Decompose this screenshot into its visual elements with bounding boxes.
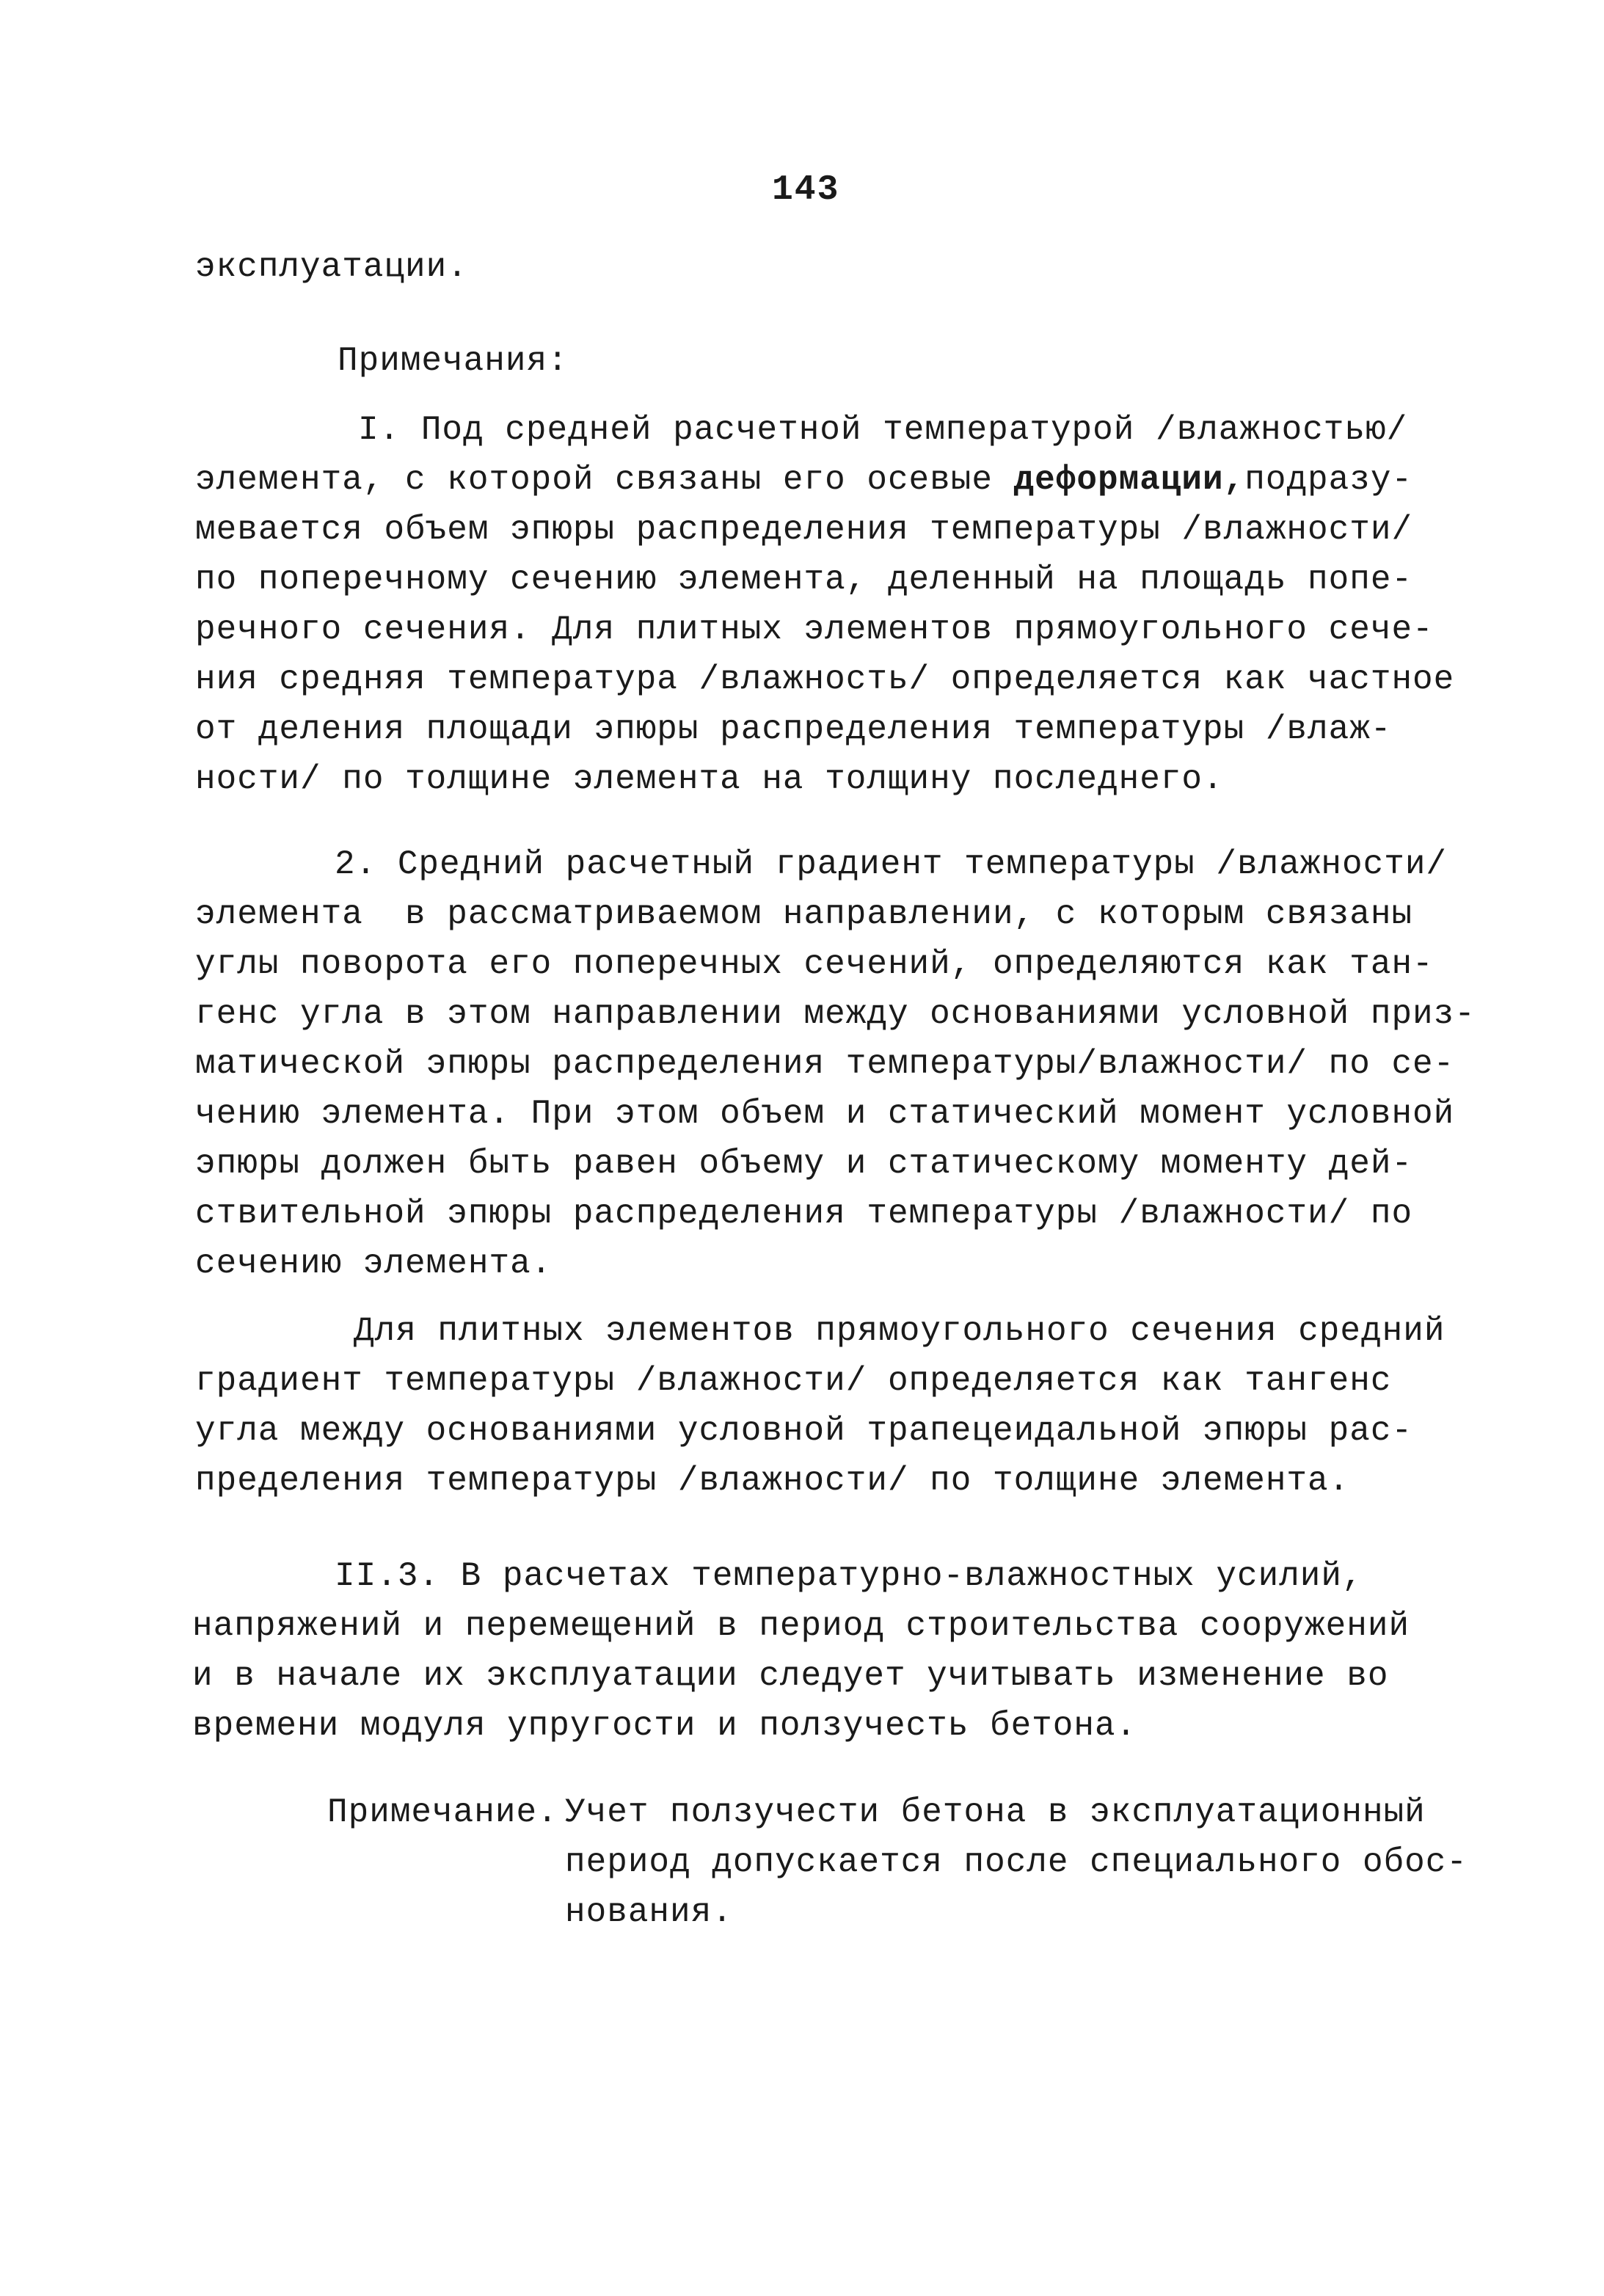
section-11-3-line-4: времени модуля упругости и ползучесть бетона. (192, 1707, 1137, 1745)
note-1-line-2a: элемента, с которой связаны его осевые (195, 461, 1014, 499)
note-1-line-3: мевается объем эпюры распределения температуры /влажности/ (195, 511, 1413, 549)
note-2-line-7: эпюры должен быть равен объему и статическому моменту дей- (195, 1145, 1413, 1183)
page-number: 143 (772, 170, 840, 210)
section-11-3-line-1: II.3. В расчетах температурно-влажностных усилий, (335, 1557, 1363, 1595)
plate-line-2: градиент температуры /влажности/ определяется как тангенс (195, 1362, 1392, 1400)
note-2-line-6: чению элемента. При этом объем и статический момент условной (195, 1095, 1455, 1133)
note-2-line-2: элемента в рассматриваемом направлении, с которым связаны (195, 895, 1413, 933)
note-1-line-7: от деления площади эпюры распределения температуры /влаж- (195, 710, 1392, 748)
note-1-line-1: I. Под средней расчетной температурой /влажностью/ (358, 411, 1408, 449)
final-note-line-1: Учет ползучести бетона в эксплуатационный (565, 1793, 1426, 1832)
note-1-line-2c: подразу- (1244, 461, 1413, 499)
notes-heading: Примечания: (338, 342, 569, 380)
plate-line-3: угла между основаниями условной трапецеидальной эпюры рас- (195, 1412, 1413, 1450)
final-note-label: Примечание. (327, 1793, 558, 1832)
note-2-line-5: матической эпюры распределения температуры/влажности/ по се- (195, 1045, 1455, 1083)
plate-line-1: Для плитных элементов прямоугольного сечения средний (354, 1312, 1446, 1350)
intro-text: эксплуатации. (195, 248, 468, 286)
plate-line-4: пределения температуры /влажности/ по толщине элемента. (195, 1462, 1350, 1500)
note-1-line-5: речного сечения. Для плитных элементов прямоугольного сече- (195, 611, 1434, 649)
final-note-line-2: период допускается после специального обос- (565, 1843, 1468, 1881)
note-2-line-4: генс угла в этом направлении между основаниями условной приз- (195, 995, 1476, 1033)
final-note-line-3: нования. (565, 1893, 733, 1931)
note-1-line-4: по поперечному сечению элемента, деленный на площадь попе- (195, 561, 1413, 599)
note-2-line-8: ствительной эпюры распределения температуры /влажности/ по (195, 1195, 1413, 1233)
note-1-line-6: ния средняя температура /влажность/ определяется как частное (195, 660, 1455, 699)
note-1-bold-word: деформации, (1013, 461, 1245, 499)
section-11-3-line-3: и в начале их эксплуатации следует учитывать изменение во (192, 1657, 1389, 1695)
note-1-line-8: ности/ по толщине элемента на толщину последнего. (195, 760, 1224, 798)
note-2-line-3: углы поворота его поперечных сечений, определяются как тан- (195, 945, 1434, 983)
note-1-line-2 (195, 458, 1412, 502)
note-2-line-1: 2. Средний расчетный градиент температуры /влажности/ (335, 845, 1448, 883)
section-11-3-line-2: напряжений и перемещений в период строительства сооружений (192, 1607, 1410, 1645)
note-2-line-9: сечению элемента. (195, 1244, 553, 1283)
